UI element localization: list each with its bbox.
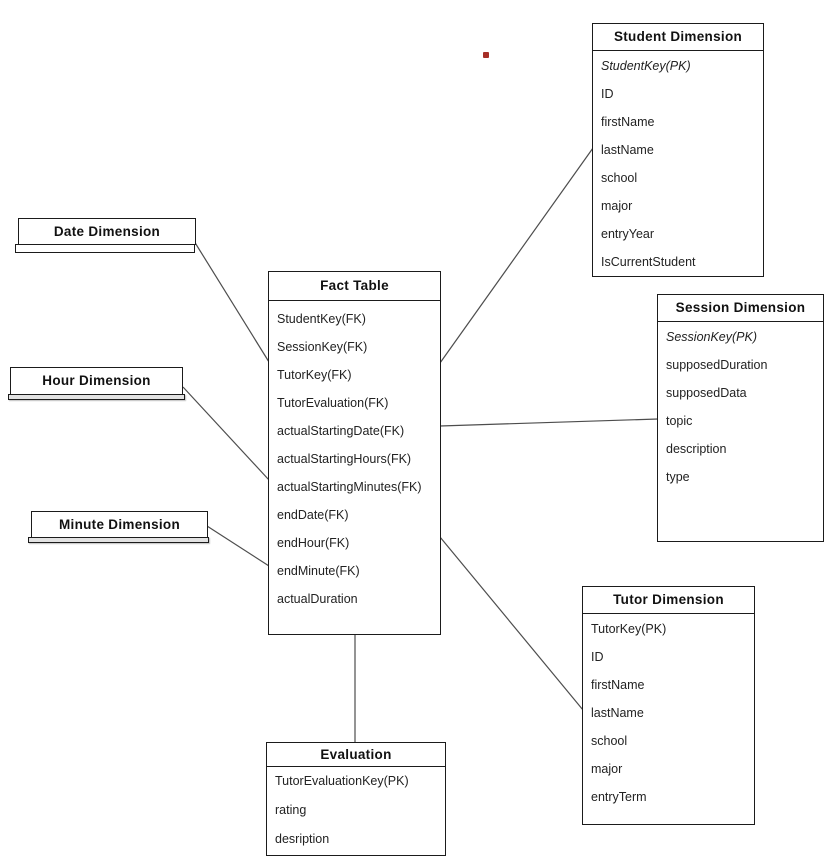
entity-attribute: TutorKey(PK) (591, 622, 667, 636)
entity-attributes (658, 322, 823, 491)
entity-attribute: rating (275, 803, 307, 817)
entity-attribute: topic (666, 414, 693, 428)
entity-attribute: endMinute(FK) (277, 564, 360, 578)
entity-attribute: entryYear (601, 227, 655, 241)
entity-title: Evaluation (267, 743, 445, 767)
entity-title: Tutor Dimension (583, 587, 754, 614)
entity-title: Student Dimension (593, 24, 763, 51)
entity-date-dimension-stub (15, 244, 195, 253)
entity-title: Fact Table (269, 272, 440, 301)
entity-attribute: type (666, 470, 690, 484)
entity-fact-table[interactable] (268, 271, 441, 635)
entity-title: Session Dimension (658, 295, 823, 322)
entity-attribute: SessionKey(PK) (666, 330, 758, 344)
entity-attribute: actualDuration (277, 592, 358, 606)
entity-attribute: TutorEvaluation(FK) (277, 396, 389, 410)
entity-attribute: desription (275, 832, 330, 846)
entity-attribute: lastName (591, 706, 644, 720)
entity-attribute: StudentKey(PK) (601, 59, 691, 73)
entity-attribute: actualStartingDate(FK) (277, 424, 405, 438)
entity-title: Minute Dimension (58, 517, 181, 532)
entity-attribute: school (601, 171, 638, 185)
entity-attribute: major (601, 199, 633, 213)
entity-attribute: supposedData (666, 386, 747, 400)
red-dot-marker (483, 52, 489, 58)
entity-attribute: ID (591, 650, 604, 664)
entity-title: Date Dimension (53, 224, 161, 239)
entity-attributes (267, 767, 445, 854)
entity-attribute: TutorEvaluationKey(PK) (275, 774, 409, 788)
entity-attributes (593, 51, 763, 276)
entity-attribute: endDate(FK) (277, 508, 349, 522)
entity-attribute: description (666, 442, 727, 456)
entity-attribute: endHour(FK) (277, 536, 350, 550)
entity-tutor-dimension[interactable] (582, 586, 755, 825)
entity-attribute: actualStartingMinutes(FK) (277, 480, 422, 494)
entity-attribute: TutorKey(FK) (277, 368, 352, 382)
entity-attribute: entryTerm (591, 790, 647, 804)
entity-attribute: school (591, 734, 628, 748)
entity-student-dimension[interactable] (592, 23, 764, 277)
entity-attribute: StudentKey(FK) (277, 312, 366, 326)
entity-title: Hour Dimension (42, 373, 151, 388)
entity-attribute: IsCurrentStudent (601, 255, 696, 269)
entity-attribute: firstName (591, 678, 645, 692)
entity-attribute: major (591, 762, 623, 776)
entity-evaluation[interactable] (266, 742, 446, 856)
connector-fact-session (440, 419, 658, 426)
entity-attributes (269, 301, 440, 613)
entity-attribute: actualStartingHours(FK) (277, 452, 412, 466)
connector-date-fact (194, 241, 269, 362)
entity-attributes (583, 614, 754, 811)
entity-hour-dimension[interactable] (10, 367, 183, 395)
entity-session-dimension[interactable] (657, 294, 824, 542)
entity-attribute: lastName (601, 143, 654, 157)
entity-attribute: firstName (601, 115, 655, 129)
connector-fact-tutor (440, 537, 583, 710)
entity-date-dimension[interactable] (18, 218, 196, 245)
connector-fact-student (440, 148, 593, 363)
entity-minute-dimension[interactable] (31, 511, 208, 538)
entity-attribute: ID (601, 87, 614, 101)
entity-attribute: supposedDuration (666, 358, 768, 372)
entity-attribute: SessionKey(FK) (277, 340, 368, 354)
connector-hour-fact (183, 387, 269, 480)
connector-minute-fact (207, 526, 269, 566)
